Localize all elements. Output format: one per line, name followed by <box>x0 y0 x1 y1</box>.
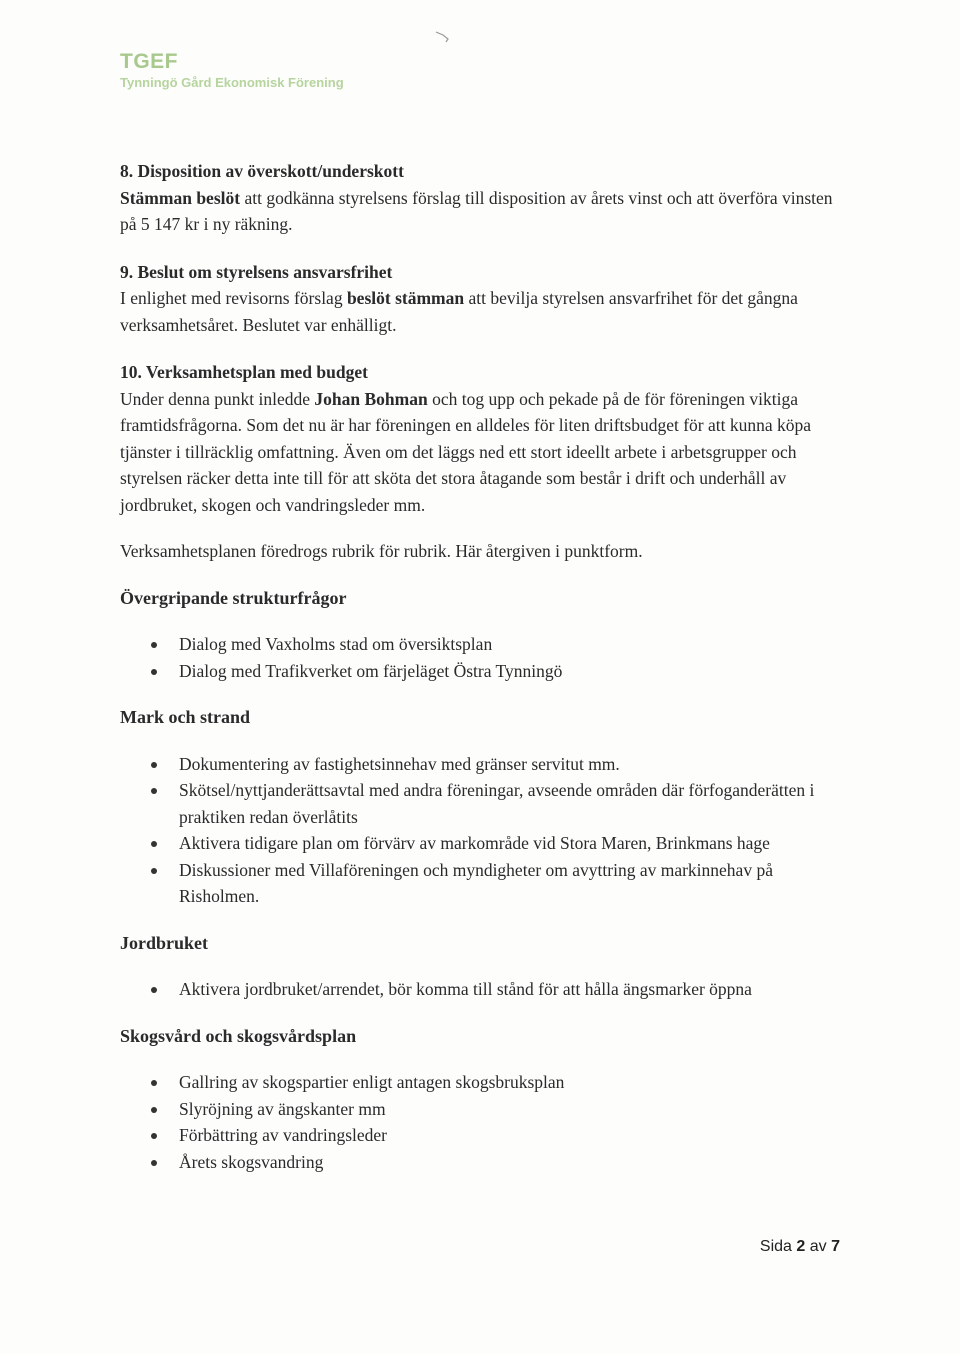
list-overgripande <box>120 631 840 684</box>
bullet-icon <box>151 1080 157 1086</box>
section-10-body-a: Under denna punkt inledde <box>120 388 315 409</box>
bullet-icon <box>151 762 157 768</box>
bullet-icon <box>151 788 157 794</box>
section-10-text <box>120 386 840 519</box>
list-item: Aktivera tidigare plan om förvärv av markområde vid Stora Maren, Brinkmans hage <box>120 830 840 857</box>
list-item: Slyröjning av ängskanter mm <box>120 1096 840 1123</box>
section-8-text <box>120 185 840 238</box>
list-item: Dialog med Trafikverket om färjeläget Östra Tynningö <box>120 658 840 685</box>
section-10 <box>120 359 840 565</box>
section-8-bold: Stämman beslöt <box>120 187 241 208</box>
heading-overgripande: Övergripande strukturfrågor <box>120 587 347 608</box>
logo-subtitle: Tynningö Gård Ekonomisk Förening <box>120 75 344 90</box>
list-skogsvard <box>120 1069 840 1175</box>
list-item: Gallring av skogspartier enligt antagen skogsbruksplan <box>120 1069 840 1096</box>
section-8-title: 8. Disposition av överskott/underskott <box>120 161 404 181</box>
list-item: Skötsel/nyttjanderättsavtal med andra föreningar, avseende områden där förfoganderätten i praktiken redan överlåtits <box>120 777 840 830</box>
section-10-title: 10. Verksamhetsplan med budget <box>120 362 368 382</box>
section-9-text <box>120 285 840 338</box>
section-8 <box>120 158 840 238</box>
bullet-icon <box>151 1107 157 1113</box>
document-body <box>120 158 840 1175</box>
list-jordbruket <box>120 976 840 1003</box>
list-item: Årets skogsvandring <box>120 1149 840 1176</box>
bullet-icon <box>151 987 157 993</box>
section-10-para2: Verksamhetsplanen föredrogs rubrik för rubrik. Här återgiven i punktform. <box>120 541 643 561</box>
list-item: Dialog med Vaxholms stad om översiktsplan <box>120 631 840 658</box>
organization-logo <box>120 50 344 92</box>
section-8-body: att godkänna styrelsens förslag till disposition av årets vinst och att överföra vinsten på 5 147 kr i ny räkning. <box>120 187 833 234</box>
bullet-icon <box>151 868 157 874</box>
bullet-icon <box>151 642 157 648</box>
scan-mark-icon <box>434 30 458 44</box>
list-mark <box>120 751 840 910</box>
list-item: Dokumentering av fastighetsinnehav med gränser servitut mm. <box>120 751 840 778</box>
section-10-body-b: och tog upp och pekade på de för föreningen viktiga framtidsfrågorna. Som det nu är har föreningen en alldeles för liten driftsbudget för att kunna köpa tjänster i tillräcklig omfattning. Även om det läggs ned ett stort ideellt arbete i arbetsgrupper och styrelsen räcker detta inte till för att sköta det stora åtagande som består i drift och underhåll av jordbruket, skogen och vandringsleder mm. <box>120 388 812 515</box>
bullet-icon <box>151 669 157 675</box>
bullet-icon <box>151 1133 157 1139</box>
section-9 <box>120 259 840 339</box>
bullet-icon <box>151 1160 157 1166</box>
total-pages: 7 <box>831 1238 840 1255</box>
bullet-icon <box>151 841 157 847</box>
section-9-body-b: att bevilja styrelsen ansvarfrihet för det gångna verksamhetsåret. Beslutet var enhälligt. <box>120 288 798 335</box>
section-10-bold-name: Johan Bohman <box>314 388 428 409</box>
list-item: Diskussioner med Villaföreningen och myndigheter om avyttring av markinnehav på Risholmen. <box>120 857 840 910</box>
page-number: Sida 2 av 7 <box>759 1238 840 1255</box>
current-page: 2 <box>796 1238 806 1255</box>
section-9-body-a: I enlighet med revisorns förslag <box>120 288 347 308</box>
heading-mark: Mark och strand <box>120 707 250 727</box>
logo-title: TGEF <box>120 50 178 73</box>
section-9-bold: beslöt stämman <box>346 288 465 308</box>
list-item: Förbättring av vandringsleder <box>120 1122 840 1149</box>
list-item: Aktivera jordbruket/arrendet, bör komma till stånd för att hålla ängsmarker öppna <box>120 976 840 1003</box>
heading-skogsvard: Skogsvård och skogsvårdsplan <box>120 1025 357 1046</box>
section-9-title: 9. Beslut om styrelsens ansvarsfrihet <box>120 261 393 282</box>
heading-jordbruket: Jordbruket <box>120 932 209 953</box>
